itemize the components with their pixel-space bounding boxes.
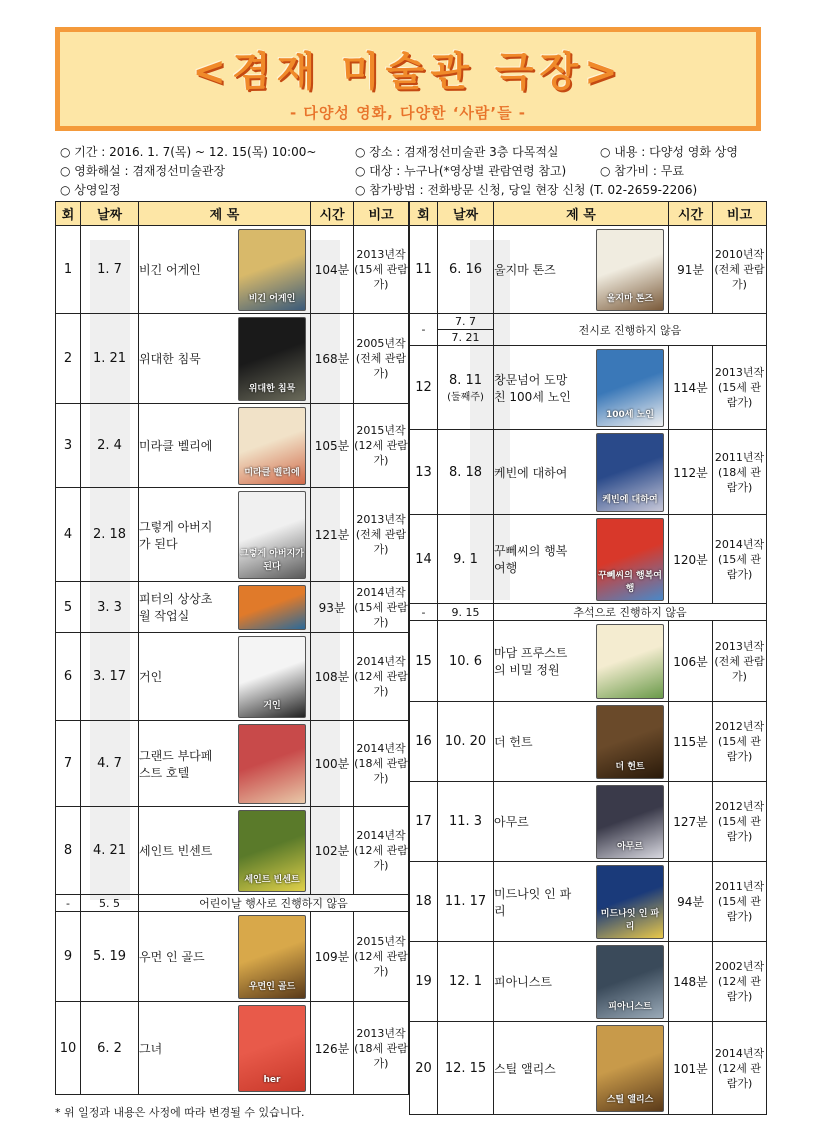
table-row	[410, 782, 767, 862]
movie-title: 스틸 앨리스	[494, 1061, 556, 1076]
row-note: 2014년작 (12세 관람가)	[354, 633, 409, 721]
row-title-cell	[139, 721, 311, 807]
row-title-cell	[494, 621, 669, 702]
row-number: 16	[410, 702, 438, 782]
row-date	[81, 1002, 139, 1095]
movie-poster	[596, 705, 664, 779]
header-title: 제 목	[494, 202, 669, 226]
row-title-cell	[139, 1002, 311, 1095]
footnote: * 위 일정과 내용은 사정에 따라 변경될 수 있습니다.	[55, 1106, 305, 1119]
row-time: 108분	[311, 633, 354, 721]
movie-title: 창문넘어 도망친 100세 노인	[494, 372, 571, 404]
movie-title: 아무르	[494, 815, 529, 829]
row-title-wrap	[139, 491, 310, 579]
row-date-text: 6. 16	[448, 262, 483, 277]
title-banner	[55, 27, 761, 131]
table-row	[56, 807, 409, 895]
row-title-wrap	[494, 865, 668, 939]
poster-caption: 우먼인 골드	[248, 981, 296, 992]
movie-poster	[596, 785, 664, 859]
row-title-wrap	[494, 624, 668, 699]
poster-caption: 세인트 빈센트	[244, 874, 300, 885]
movie-poster	[596, 518, 664, 601]
row-date: 5. 5	[81, 895, 139, 912]
movie-title: 미드나잇 인 파리	[494, 886, 572, 918]
row-time: 168분	[311, 314, 354, 404]
row-date-text: 4. 7	[97, 756, 122, 771]
movie-poster	[238, 491, 306, 579]
row-number: -	[410, 604, 438, 621]
row-title-cell	[494, 782, 669, 862]
row-date	[81, 912, 139, 1002]
row-time: 105분	[311, 404, 354, 488]
info-commentary: ○ 영화해설 : 겸재정선미술관장	[60, 164, 226, 178]
row-date-text: 6. 2	[97, 1040, 122, 1056]
row-title-cell	[494, 1022, 669, 1115]
table-row	[56, 1002, 409, 1095]
row-date-sub: (둘째주)	[447, 391, 484, 403]
info-period: ○ 기간 : 2016. 1. 7(목) ~ 12. 15(목) 10:00~	[60, 145, 317, 159]
row-title-wrap	[494, 785, 668, 859]
header-date: 날짜	[438, 202, 494, 226]
row-notice-message: 어린이날 행사로 진행하지 않음	[139, 895, 409, 912]
movie-title: 마담 프루스트의 비밀 정원	[494, 646, 568, 677]
movie-poster	[238, 317, 306, 401]
row-date	[81, 633, 139, 721]
header-title: 제 목	[139, 202, 311, 226]
row-note: 2005년작 (전체 관람가)	[354, 314, 409, 404]
header-note: 비고	[354, 202, 409, 226]
table-row	[56, 582, 409, 633]
row-number: -	[410, 314, 438, 346]
header-date: 날짜	[81, 202, 139, 226]
table-header-row	[410, 202, 767, 226]
info-schedule-label: ○ 상영일정	[60, 183, 121, 197]
row-date-text: 8. 18	[448, 464, 483, 480]
row-note: 2014년작 (15세 관람가)	[713, 515, 767, 604]
row-time: 115분	[669, 702, 713, 782]
movie-title: 더 헌트	[494, 735, 533, 749]
row-notice-message: 전시로 진행하지 않음	[494, 314, 767, 346]
row-title-wrap	[139, 1005, 310, 1092]
row-title-wrap	[139, 229, 310, 311]
row-date	[81, 582, 139, 633]
row-number: 1	[56, 226, 81, 314]
movie-poster	[596, 1025, 664, 1112]
info-target: ○ 대상 : 누구나(*영상별 관람연령 참고)	[355, 164, 567, 178]
row-number: 12	[410, 346, 438, 430]
row-title-wrap	[139, 810, 310, 892]
table-row-notice	[410, 314, 767, 346]
row-title-wrap	[139, 585, 310, 630]
row-title-cell	[494, 862, 669, 942]
poster-caption: 비긴 어게인	[248, 293, 296, 304]
row-date	[81, 488, 139, 582]
row-number: 17	[410, 782, 438, 862]
row-title-cell	[139, 582, 311, 633]
row-number: 5	[56, 582, 81, 633]
row-date	[81, 404, 139, 488]
row-number: 11	[410, 226, 438, 314]
row-number: 4	[56, 488, 81, 582]
row-number: -	[56, 895, 81, 912]
row-date-text: 3. 3	[97, 599, 122, 615]
row-title-cell	[139, 226, 311, 314]
row-title-cell	[139, 314, 311, 404]
movie-poster	[238, 915, 306, 999]
table-row	[410, 862, 767, 942]
poster-caption: 아무르	[616, 841, 644, 852]
row-date-text: 9. 1	[453, 551, 478, 567]
movie-title: 비긴 어게인	[139, 263, 201, 277]
movie-poster	[238, 724, 306, 804]
movie-poster	[596, 624, 664, 699]
row-time: 112분	[669, 430, 713, 515]
row-title-wrap	[494, 1025, 668, 1112]
row-date	[438, 702, 494, 782]
row-title-cell	[139, 488, 311, 582]
row-number: 14	[410, 515, 438, 604]
row-note: 2013년작 (전체 관람가)	[354, 488, 409, 582]
movie-title: 울지마 톤즈	[494, 263, 556, 277]
row-note: 2015년작 (12세 관람가)	[354, 912, 409, 1002]
row-time: 106분	[669, 621, 713, 702]
row-number: 3	[56, 404, 81, 488]
row-title-wrap	[139, 724, 310, 804]
table-row	[410, 942, 767, 1022]
row-number: 15	[410, 621, 438, 702]
row-date-text: 10. 6	[448, 653, 483, 669]
row-note: 2013년작 (18세 관람가)	[354, 1002, 409, 1095]
row-number: 8	[56, 807, 81, 895]
movie-poster	[596, 945, 664, 1019]
row-title-wrap	[139, 636, 310, 718]
info-apply: ○ 참가방법 : 전화방문 신청, 당일 현장 신청 (T. 02-2659-2206)	[355, 183, 698, 197]
row-date-text: 1. 7	[97, 262, 122, 277]
row-number: 2	[56, 314, 81, 404]
row-date	[438, 226, 494, 314]
table-row	[410, 430, 767, 515]
poster-caption: 위대한 침묵	[248, 383, 296, 394]
movie-title: 꾸뻬씨의 행복여행	[494, 544, 568, 575]
row-number: 9	[56, 912, 81, 1002]
row-note: 2012년작 (15세 관람가)	[713, 782, 767, 862]
poster-caption: 그렇게 아버지가 된다	[240, 548, 304, 572]
row-date-first: 7. 7	[438, 314, 493, 330]
row-date-text: 2. 18	[92, 527, 127, 542]
row-date-text: 1. 21	[92, 351, 127, 366]
row-time: 120분	[669, 515, 713, 604]
row-date	[438, 621, 494, 702]
row-title-cell	[139, 807, 311, 895]
movie-title: 세인트 빈센트	[139, 844, 213, 858]
row-title-cell	[494, 702, 669, 782]
row-date	[81, 226, 139, 314]
row-title-wrap	[494, 945, 668, 1019]
table-row	[56, 488, 409, 582]
table-row	[56, 314, 409, 404]
row-date	[438, 430, 494, 515]
poster-caption: her	[263, 1074, 281, 1085]
row-title-wrap	[494, 518, 668, 601]
info-place: ○ 장소 : 겸재정선미술관 3층 다목적실	[355, 145, 559, 159]
row-date	[438, 1022, 494, 1115]
row-date-text: 3. 17	[92, 669, 127, 684]
row-time: 109분	[311, 912, 354, 1002]
row-date	[81, 721, 139, 807]
row-time: 93분	[311, 582, 354, 633]
row-number: 6	[56, 633, 81, 721]
movie-poster	[238, 636, 306, 718]
row-title-cell	[494, 226, 669, 314]
poster-caption: 울지마 톤즈	[606, 293, 654, 304]
movie-title: 그렇게 아버지가 된다	[139, 519, 213, 551]
row-time: 121분	[311, 488, 354, 582]
row-number: 10	[56, 1002, 81, 1095]
header-no: 회	[56, 202, 81, 226]
row-note: 2011년작 (15세 관람가)	[713, 862, 767, 942]
movie-title: 미라클 벨리에	[139, 439, 213, 453]
schedule-table-left	[55, 201, 409, 1095]
movie-poster	[238, 585, 306, 630]
table-row	[56, 721, 409, 807]
movie-title: 케빈에 대하여	[494, 465, 568, 480]
row-time: 104분	[311, 226, 354, 314]
row-date-text: 11. 3	[448, 814, 483, 829]
poster-caption: 미라클 벨리에	[244, 467, 300, 478]
poster-caption: 꾸뻬씨의 행복여행	[598, 570, 662, 594]
row-title-cell	[494, 346, 669, 430]
poster-caption: 스틸 앨리스	[606, 1094, 654, 1105]
row-time: 91분	[669, 226, 713, 314]
schedule-table-right	[409, 201, 767, 1115]
row-title-wrap	[494, 705, 668, 779]
row-date-text: 8. 11	[448, 372, 483, 388]
movie-title: 그녀	[139, 1041, 163, 1056]
row-date	[438, 314, 494, 346]
row-note: 2014년작 (12세 관람가)	[713, 1022, 767, 1115]
row-number: 7	[56, 721, 81, 807]
table-row	[410, 702, 767, 782]
table-row	[410, 515, 767, 604]
info-content: ○ 내용 : 다양성 영화 상영	[600, 145, 738, 159]
movie-title: 거인	[139, 670, 163, 684]
row-time: 114분	[669, 346, 713, 430]
header-no: 회	[410, 202, 438, 226]
table-row	[410, 346, 767, 430]
movie-poster	[596, 865, 664, 939]
movie-title: 피터의 상상초월 작업실	[139, 592, 213, 623]
row-date	[81, 807, 139, 895]
table-header-row	[56, 202, 409, 226]
table-row-notice	[410, 604, 767, 621]
table-row-notice	[56, 895, 409, 912]
row-note: 2015년작 (12세 관람가)	[354, 404, 409, 488]
row-title-wrap	[494, 349, 668, 427]
movie-poster	[596, 433, 664, 512]
poster-caption: 더 헌트	[615, 761, 645, 772]
row-time: 148분	[669, 942, 713, 1022]
row-note: 2014년작 (12세 관람가)	[354, 807, 409, 895]
row-number: 19	[410, 942, 438, 1022]
row-date-text: 4. 21	[92, 843, 127, 858]
row-time: 94분	[669, 862, 713, 942]
row-title-cell	[494, 515, 669, 604]
row-title-wrap	[139, 915, 310, 999]
row-note: 2002년작 (12세 관람가)	[713, 942, 767, 1022]
movie-poster	[596, 349, 664, 427]
movie-title: 우먼 인 골드	[139, 950, 205, 964]
row-note: 2013년작 (전체 관람가)	[713, 621, 767, 702]
header-time: 시간	[311, 202, 354, 226]
page-subtitle: - 다양성 영화, 다양한 ‘사람’들 -	[289, 104, 527, 122]
header-time: 시간	[669, 202, 713, 226]
row-date	[438, 862, 494, 942]
poster-caption: 피아니스트	[608, 1001, 652, 1012]
info-fee: ○ 참가비 : 무료	[600, 164, 684, 178]
row-note: 2013년작 (15세 관람가)	[713, 346, 767, 430]
row-date	[438, 346, 494, 430]
movie-poster	[238, 810, 306, 892]
row-note: 2014년작 (18세 관람가)	[354, 721, 409, 807]
movie-poster	[238, 407, 306, 485]
table-row	[56, 633, 409, 721]
table-row	[410, 1022, 767, 1115]
movie-poster	[596, 229, 664, 311]
row-title-wrap	[494, 229, 668, 311]
row-date-second: 7. 21	[451, 331, 480, 344]
row-number: 20	[410, 1022, 438, 1115]
row-title-wrap	[494, 433, 668, 512]
row-title-cell	[139, 404, 311, 488]
row-time: 101분	[669, 1022, 713, 1115]
row-note: 2010년작 (전체 관람가)	[713, 226, 767, 314]
row-note: 2014년작 (15세 관람가)	[354, 582, 409, 633]
poster-caption: 케빈에 대하여	[602, 494, 658, 505]
table-row	[410, 621, 767, 702]
row-title-cell	[139, 633, 311, 721]
row-date-text: 10. 20	[444, 734, 487, 749]
row-note: 2011년작 (18세 관람가)	[713, 430, 767, 515]
row-title-wrap	[139, 407, 310, 485]
poster-caption: 거인	[263, 700, 281, 711]
row-number: 13	[410, 430, 438, 515]
table-row	[56, 912, 409, 1002]
row-date	[438, 782, 494, 862]
movie-title: 피아니스트	[494, 975, 552, 989]
row-time: 100분	[311, 721, 354, 807]
row-date-text: 11. 17	[444, 894, 487, 909]
row-title-cell	[494, 430, 669, 515]
table-row	[410, 226, 767, 314]
row-time: 127분	[669, 782, 713, 862]
table-row	[56, 226, 409, 314]
row-note: 2012년작 (15세 관람가)	[713, 702, 767, 782]
row-date-text: 5. 19	[92, 949, 127, 964]
row-notice-message: 추석으로 진행하지 않음	[494, 604, 767, 621]
movie-title: 그랜드 부다페스트 호텔	[139, 748, 213, 780]
header-note: 비고	[713, 202, 767, 226]
row-time: 102분	[311, 807, 354, 895]
row-time: 126분	[311, 1002, 354, 1095]
row-date-text: 12. 15	[444, 1060, 487, 1076]
row-number: 18	[410, 862, 438, 942]
page-title: <겸재 미술관 극장>	[192, 49, 624, 95]
poster-caption: 100세 노인	[605, 409, 654, 420]
row-date	[81, 314, 139, 404]
row-title-cell	[494, 942, 669, 1022]
movie-poster	[238, 1005, 306, 1092]
row-title-cell	[139, 912, 311, 1002]
movie-poster	[238, 229, 306, 311]
row-date-text: 12. 1	[448, 974, 483, 989]
movie-title: 위대한 침묵	[139, 352, 201, 366]
poster-caption: 미드나잇 인 파리	[600, 908, 660, 932]
row-date: 9. 15	[438, 604, 494, 621]
table-row	[56, 404, 409, 488]
row-date	[438, 515, 494, 604]
row-date	[438, 942, 494, 1022]
row-title-wrap	[139, 317, 310, 401]
row-note: 2013년작 (15세 관람가)	[354, 226, 409, 314]
row-date-text: 2. 4	[97, 438, 122, 453]
